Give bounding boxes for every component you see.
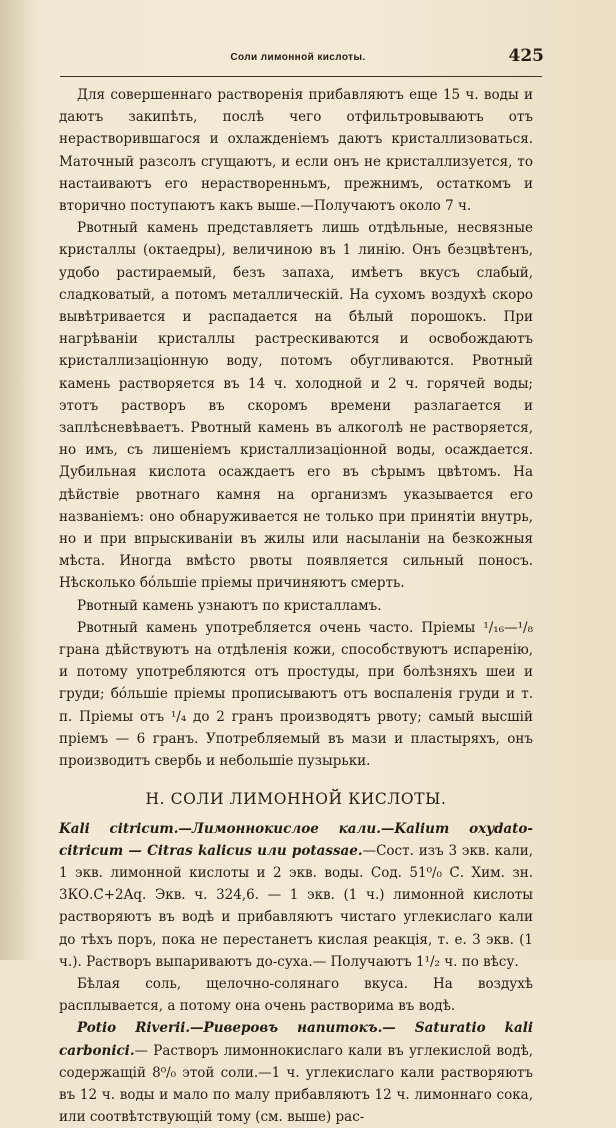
entry-potio-riverii-name: Potio Riverii.—Риверовъ напитокъ.— Saturatio kali carbonici.	[59, 1020, 533, 1059]
page-number: 425	[508, 46, 544, 66]
paragraph-usage: Рвотный камень употребляется очень часто. Пріемы ¹/₁₆—¹/₈ грана дѣйствуютъ на отдѣленія кожи, способствуютъ испаренію, и потому употребляются отъ простуды, при болѣзняхъ шеи и груди; бóльшіе пріемы прописываютъ отъ воспаленія груди и т. п. Пріемы отъ ¹/₄ до 2 гранъ производятъ рвоту; самый высшій пріемъ — 6 гранъ. Употребляемый въ мази и пластыряхъ, онъ производитъ свербь и небольшіе пузырьки.	[59, 619, 533, 770]
paragraph-identification: Рвотный камень узнаютъ по кристалламъ.	[77, 597, 382, 614]
running-head: Соли лимонной кислоты.	[230, 52, 366, 63]
entry-kali-citricum-name: Kali citricum.—Лимоннокислое кали.—Kalium oxydato-citricum — Citras kalicus или potassae.	[59, 820, 533, 859]
header-rule	[60, 76, 542, 77]
entry-kali-citricum-description: Бѣлая соль, щелочно-солянаго вкуса. На воздухѣ расплывается, а потому она очень растворима въ водѣ.	[59, 975, 533, 1015]
body-text	[59, 84, 533, 1128]
paragraph-preparation: Для совершеннаго растворенія прибавляютъ еще 15 ч. воды и даютъ закипѣть, послѣ чего отфильтровываютъ отъ нерастворившагося и охлажденіемъ даютъ кристаллизоваться. Маточный разсолъ сгущаютъ, и если онъ не кристаллизуется, то настаиваютъ его нерастворенньмъ, прежнимъ, остаткомъ и вторично поступаютъ какъ выше.—Получаютъ около 7 ч.	[59, 87, 533, 215]
entry-potio-riverii-text: — Растворъ лимоннокислаго кали въ углекислой водѣ, содержащій 8⁰/₀ этой соли.—1 ч. углекислаго кали растворяютъ въ 12 ч. воды и мало по малу прибавляютъ 12 ч. лимоннаго сока, или соотвѣтствующій тому (см. выше) рас-	[59, 1042, 533, 1126]
entry-potio-riverii	[59, 1017, 533, 1128]
section-title: Н. СОЛИ ЛИМОННОЙ КИСЛОТЫ.	[145, 790, 447, 809]
entry-kali-citricum	[59, 818, 533, 973]
paragraph-properties: Рвотный камень представляетъ лишь отдѣльные, несвязные кристаллы (октаедры), величиною въ 1 линію. Онъ безцвѣтенъ, удобо растираемый, безъ запаха, имѣетъ вкусъ слабый, сладковатый, а потомъ металлическій. На сухомъ воздухѣ скоро вывѣтривается и распадается на бѣлый порошокъ. При нагрѣваніи кристаллы растрескиваются и освобождаютъ кристаллизаціонную воду, потомъ обугливаются. Рвотный камень растворяется въ 14 ч. холодной и 2 ч. горячей воды; этотъ растворъ въ скоромъ времени разлагается и заплѣсневѣваетъ. Рвотный камень въ алкоголѣ не растворяется, но имъ, съ лишеніемъ кристаллизаціонной воды, осаждается. Дубильная кислота осаждаетъ его въ сѣрымъ цвѣтомъ. На дѣйствіе рвотнаго камня на организмъ указывается его названіемъ: оно обнаруживается не только при принятіи внутрь, но и при впрыскиваніи въ жилы или насыланіи на безкожныя мѣста. Иногда вмѣсто рвоты появляется сильный поносъ. Нѣсколько бóльшіе пріемы причиняютъ смерть.	[59, 220, 533, 592]
entry-kali-citricum-text: —Сост. изъ 3 экв. кали, 1 экв. лимонной кислоты и 2 экв. воды. Сод. 51⁰/₀ С̄. Хим. зн. 3КО.С̄+2Aq. Экв. ч. 324,6. — 1 экв. (1 ч.) лимонной кислоты растворяютъ въ водѣ и прибавляютъ чистаго углекислаго кали до тѣхъ поръ, пока не перестанетъ кислая реакція, т. е. 3 экв. (1 ч.). Растворъ выпариваютъ до-суха.— Получаютъ 1¹/₂ ч. по вѣсу.	[59, 842, 533, 970]
page-gutter-shadow	[0, 0, 40, 960]
page-header	[58, 44, 544, 72]
